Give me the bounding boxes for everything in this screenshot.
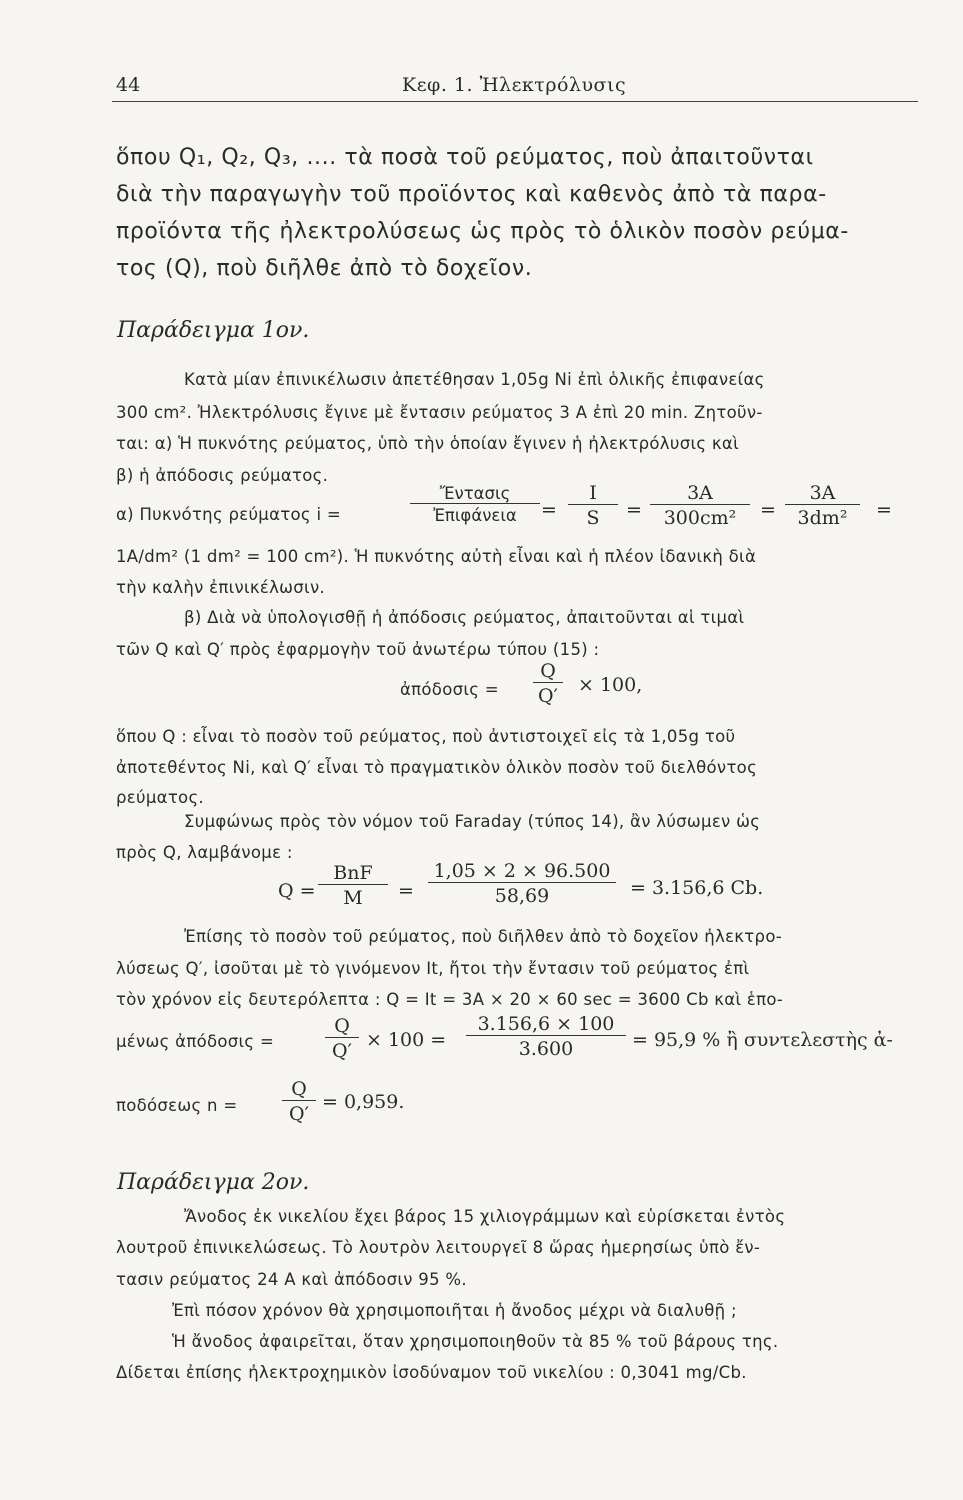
eq5-tail: = 0,959. <box>322 1091 405 1113</box>
eq3-tail: = 3.156,6 Cb. <box>630 877 764 899</box>
eq5-lead: ποδόσεως n = <box>116 1096 238 1115</box>
eq2-denominator: Q′ <box>533 682 563 707</box>
intro-line-2: διὰ τὴν παραγωγὴν τοῦ προϊόντος καὶ καθενὸς ἀπὸ τὰ παρα- <box>116 182 827 207</box>
eq2-tail: × 100, <box>578 674 643 696</box>
ex1-p4-line-3: ρεύματος. <box>116 788 204 807</box>
ex1-p6-line-3: τὸν χρόνον εἰς δευτερόλεπτα : Q = It = 3A × 20 × 60 sec = 3600 Cb καὶ ἑπο- <box>116 990 783 1009</box>
eq5-numerator: Q <box>291 1078 307 1100</box>
example-1-heading: Παράδειγμα 1ον. <box>117 318 310 343</box>
ex2-line-5: Ἡ ἄνοδος ἀφαιρεῖται, ὅταν χρησιμοποιηθοῦν τὰ 85 % τοῦ βάρους της. <box>172 1332 779 1351</box>
eq3-lead: Q = <box>278 880 316 902</box>
chapter-title: Κεφ. 1. Ἠλεκτρόλυσις <box>402 74 627 96</box>
eq1-fraction-3 <box>650 482 750 529</box>
ex1-p2-line-2: τὴν καλὴν ἐπινικέλωσιν. <box>116 578 326 597</box>
ex1-p1-line-1: Κατὰ μίαν ἐπινικέλωσιν ἀπετέθησαν 1,05g Ni ἐπὶ ὁλικῆς ἐπιφανείας <box>184 370 765 389</box>
page-number: 44 <box>116 74 141 96</box>
eq3-fraction-2 <box>428 860 616 907</box>
eq4-mid: × 100 = <box>366 1029 447 1051</box>
ex1-p1-line-2: 300 cm². Ἠλεκτρόλυσις ἔγινε μὲ ἔντασιν ρεύματος 3 A ἐπὶ 20 min. Ζητοῦν- <box>116 403 763 422</box>
eq4-fraction-1 <box>325 1015 359 1062</box>
eq4-f2-denominator: 3.600 <box>466 1035 626 1060</box>
eq4-f1-numerator: Q <box>334 1015 350 1037</box>
eq4-fraction-2 <box>466 1013 626 1060</box>
eq5-fraction <box>282 1078 316 1125</box>
eq4-f1-denominator: Q′ <box>325 1037 359 1062</box>
eq1-f3-denominator: 300cm² <box>650 504 750 529</box>
ex2-line-4: Ἐπὶ πόσον χρόνον θὰ χρησιμοποιῆται ἡ ἄνοδος μέχρι νὰ διαλυθῇ ; <box>172 1301 737 1320</box>
ex2-line-6: Δίδεται ἐπίσης ἠλεκτροχημικὸν ἰσοδύναμον τοῦ νικελίου : 0,3041 mg/Cb. <box>116 1363 747 1382</box>
ex1-p6-line-1: Ἐπίσης τὸ ποσὸν τοῦ ρεύματος, ποὺ διῆλθεν ἀπὸ τὸ δοχεῖον ἠλεκτρο- <box>184 927 782 946</box>
eq1-f2-numerator: I <box>589 482 597 504</box>
intro-line-3: προϊόντα τῆς ἠλεκτρολύσεως ὡς πρὸς τὸ ὁλικὸν ποσὸν ρεύμα- <box>116 219 849 244</box>
ex2-line-1: Ἄνοδος ἐκ νικελίου ἔχει βάρος 15 χιλιογράμμων καὶ εὑρίσκεται ἐντὸς <box>184 1207 786 1226</box>
ex2-line-2: λουτροῦ ἐπινικελώσεως. Τὸ λουτρὸν λειτουργεῖ 8 ὥρας ἡμερησίως ὑπὸ ἔν- <box>116 1238 761 1257</box>
eq1-fraction-1 <box>410 484 540 525</box>
ex1-p3-line-1: β) Διὰ νὰ ὑπολογισθῇ ἡ ἀπόδοσις ρεύματος, ἀπαιτοῦνται αἱ τιμαὶ <box>184 608 745 627</box>
ex1-p5-line-1: Συμφώνως πρὸς τὸν νόμον τοῦ Faraday (τύπος 14), ἂν λύσωμεν ὡς <box>184 812 761 831</box>
eq5-denominator: Q′ <box>282 1100 316 1125</box>
eq4-tail: = 95,9 % ἢ συντελεστὴς ἀ- <box>632 1029 893 1051</box>
ex1-p4-line-2: ἀποτεθέντος Ni, καὶ Q′ εἶναι τὸ πραγματικὸν ὁλικὸν ποσὸν τοῦ διελθόντος <box>116 758 758 777</box>
ex1-p1-line-4: β) ἡ ἀπόδοσις ρεύματος. <box>116 466 329 485</box>
example-2-heading: Παράδειγμα 2ον. <box>117 1170 310 1195</box>
eq1-lead: α) Πυκνότης ρεύματος i = <box>116 505 341 524</box>
running-header <box>112 74 915 100</box>
eq1-fraction-2 <box>568 482 618 529</box>
eq3-f2-numerator: 1,05 × 2 × 96.500 <box>433 860 611 882</box>
intro-line-1: ὅπου Q₁, Q₂, Q₃, .... τὰ ποσὰ τοῦ ρεύματος, ποὺ ἀπαιτοῦνται <box>116 145 814 170</box>
eq1-equals-3: = <box>760 499 776 521</box>
ex1-p4-line-1: ὅπου Q : εἶναι τὸ ποσὸν τοῦ ρεύματος, ποὺ ἀντιστοιχεῖ εἰς τὰ 1,05g τοῦ <box>116 727 736 746</box>
eq3-equals: = <box>398 880 414 902</box>
eq1-f4-denominator: 3dm² <box>785 504 860 529</box>
eq1-f1-denominator: Ἐπιφάνεια <box>410 503 540 525</box>
eq3-f2-denominator: 58,69 <box>428 882 616 907</box>
eq1-f4-numerator: 3A <box>809 482 836 504</box>
ex1-p3-line-2: τῶν Q καὶ Q′ πρὸς ἐφαρμογὴν τοῦ ἀνωτέρω τύπου (15) : <box>116 640 600 659</box>
eq1-f1-numerator: Ἔντασις <box>439 484 511 503</box>
header-rule <box>112 101 918 102</box>
eq4-f2-numerator: 3.156,6 × 100 <box>477 1013 615 1035</box>
eq2-lead: ἀπόδοσις = <box>400 680 499 699</box>
eq3-fraction-1 <box>318 862 388 909</box>
eq1-equals-1: = <box>541 499 557 521</box>
intro-line-4: τος (Q), ποὺ διῆλθε ἀπὸ τὸ δοχεῖον. <box>116 256 533 281</box>
eq1-fraction-4 <box>785 482 860 529</box>
ex1-p6-line-2: λύσεως Q′, ἰσοῦται μὲ τὸ γινόμενον It, ἤτοι τὴν ἔντασιν τοῦ ρεύματος ἐπὶ <box>116 959 750 978</box>
eq3-f1-numerator: BnF <box>333 862 373 884</box>
ex2-line-3: τασιν ρεύματος 24 A καὶ ἀπόδοσιν 95 %. <box>116 1270 467 1289</box>
eq3-f1-denominator: M <box>318 884 388 909</box>
eq2-numerator: Q <box>540 660 556 682</box>
ex1-p2-line-1: 1A/dm² (1 dm² = 100 cm²). Ἡ πυκνότης αὐτὴ εἶναι καὶ ἡ πλέον ἰδανικὴ διὰ <box>116 547 757 566</box>
eq1-equals-2: = <box>626 499 642 521</box>
ex1-p5-line-2: πρὸς Q, λαμβάνομε : <box>116 843 293 862</box>
eq1-f3-numerator: 3A <box>687 482 713 504</box>
eq1-equals-4: = <box>876 499 892 521</box>
ex1-p1-line-3: ται: α) Ἡ πυκνότης ρεύματος, ὑπὸ τὴν ὁποίαν ἔγινεν ἡ ἠλεκτρόλυσις καὶ <box>116 434 739 453</box>
eq2-fraction <box>533 660 563 707</box>
eq1-f2-denominator: S <box>568 504 618 529</box>
eq4-lead: μένως ἀπόδοσις = <box>116 1032 275 1051</box>
